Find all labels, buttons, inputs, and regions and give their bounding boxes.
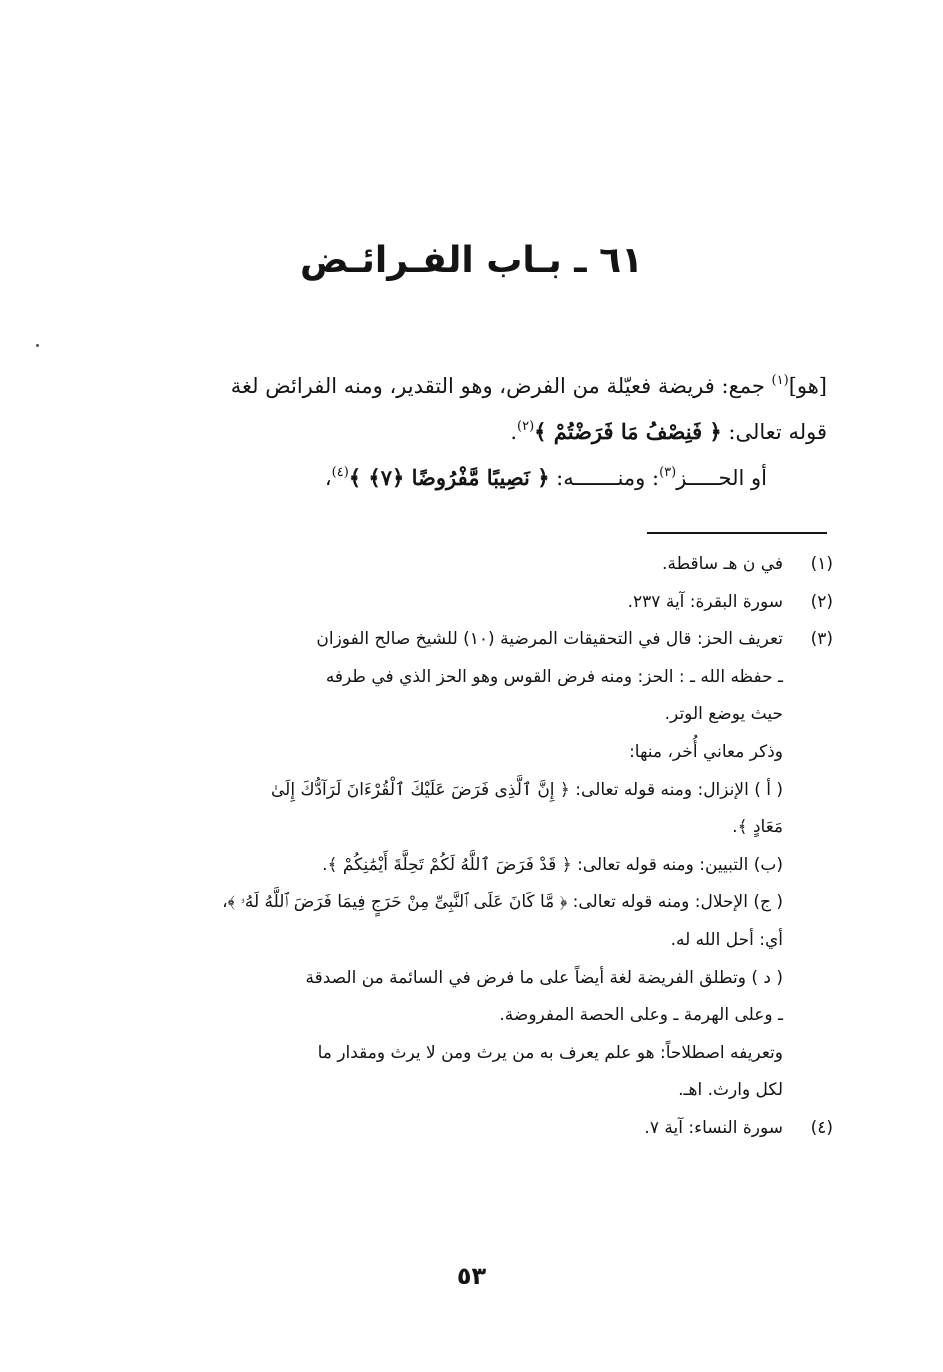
line-text: قوله تعالى:: [721, 420, 827, 444]
line-text: .: [510, 420, 517, 444]
margin-speck: [36, 344, 39, 347]
footnote-line: مَعَادٍ ﴾.: [732, 817, 783, 838]
footnote-number: (٣): [810, 629, 833, 650]
footnote-line: في ن هـ ساقطة.: [662, 554, 783, 574]
footnote: [111, 621, 833, 1110]
line-text: أو الحـــــز: [676, 466, 767, 490]
footnote-line: سورة النساء: آية ٧.: [644, 1117, 783, 1138]
footnote-line: لكل وارث. اهـ.: [678, 1080, 783, 1101]
footnote-line: حيث يوضع الوتر.: [664, 704, 783, 725]
quran-verse: ﴿ نَصِيبًا مَّفْرُوضًا ﴿٧﴾ ﴾: [348, 465, 550, 490]
footnote-line: سورة البقرة: آية ٢٣٧.: [627, 591, 783, 612]
main-text: [112, 364, 827, 501]
footnote-number: (٤): [810, 1117, 833, 1138]
footnote-ref: (٤): [331, 465, 349, 480]
quran-verse: ﴿ فَنِصْفُ مَا فَرَضْتُمْ ﴾: [534, 419, 722, 444]
footnote-line: وتعريفه اصطلاحاً: هو علم يعرف به من يرث ومن لا يرث ومقدار ما: [317, 1042, 783, 1063]
text-line: [112, 364, 827, 409]
footnote-body: [111, 584, 783, 622]
footnote: [111, 546, 833, 584]
text-line: [112, 409, 827, 455]
footnote-line: ـ وعلى الهرمة ـ وعلى الحصة المفروضة.: [499, 1005, 783, 1026]
footnote-line: وذكر معاني أُخر، منها:: [629, 741, 783, 762]
footnote-line: ( أ ) الإنزال: ومنه قوله تعالى: ﴿ إِنَّ ٱلَّذِى فَرَضَ عَلَيْكَ ٱلْقُرْءَانَ لَرَآدُّكَ إِلَىٰ: [270, 779, 783, 800]
footnote-number: (١): [810, 554, 833, 574]
footnote-ref: (٢): [517, 419, 535, 434]
footnote-line: ـ حفظه الله ـ : الحز: ومنه فرض القوس وهو الحز الذي في طرفه: [325, 666, 783, 687]
footnote-line: (ب) التبيين: ومنه قوله تعالى: ﴿ قَدْ فَرَضَ ٱللَّهُ لَكُمْ تَحِلَّةَ أَيْمَٰنِكُمْ ﴾.: [322, 854, 783, 875]
line-text: ،: [324, 466, 332, 490]
bracket-word: [هو]: [788, 374, 827, 398]
footnote-line: ( ج) الإحلال: ومنه قوله تعالى: ﴿ مَّا كَانَ عَلَى ٱلنَّبِىِّ مِنْ حَرَجٍ فِيمَا فَرَضَ ٱللَّهُ لَهُۥ ﴾،: [222, 892, 783, 913]
footnote-line: ( د ) وتطلق الفريضة لغة أيضاً على ما فرض في السائمة من الصدقة: [305, 967, 783, 988]
footnote-separator: [647, 532, 827, 534]
footnote-body: [111, 1110, 783, 1148]
chapter-title: ٦١ ـ بـاب الفـرائـض: [299, 240, 644, 281]
footnote: [111, 584, 833, 622]
footnote-number: (٢): [810, 591, 833, 612]
footnote-ref: (٣): [659, 465, 677, 480]
line-text: : ومنـــــــه:: [549, 466, 660, 490]
footnote-body: [111, 621, 783, 1110]
footnotes: [111, 546, 833, 1148]
footnote-body: [111, 546, 783, 584]
text-line: [112, 455, 827, 501]
footnote-line: تعريف الحز: قال في التحقيقات المرضية (١٠) للشيخ صالح الفوزان: [316, 629, 783, 650]
page-number: ٥٣: [456, 1262, 487, 1290]
footnote: [111, 1110, 833, 1148]
footnote-line: أي: أحل الله له.: [670, 929, 783, 950]
line-text: جمع: فريضة فعيّلة من الفرض، وهو التقدير، ومنه الفرائض لغة: [230, 374, 772, 398]
footnote-ref: (١): [771, 373, 789, 388]
